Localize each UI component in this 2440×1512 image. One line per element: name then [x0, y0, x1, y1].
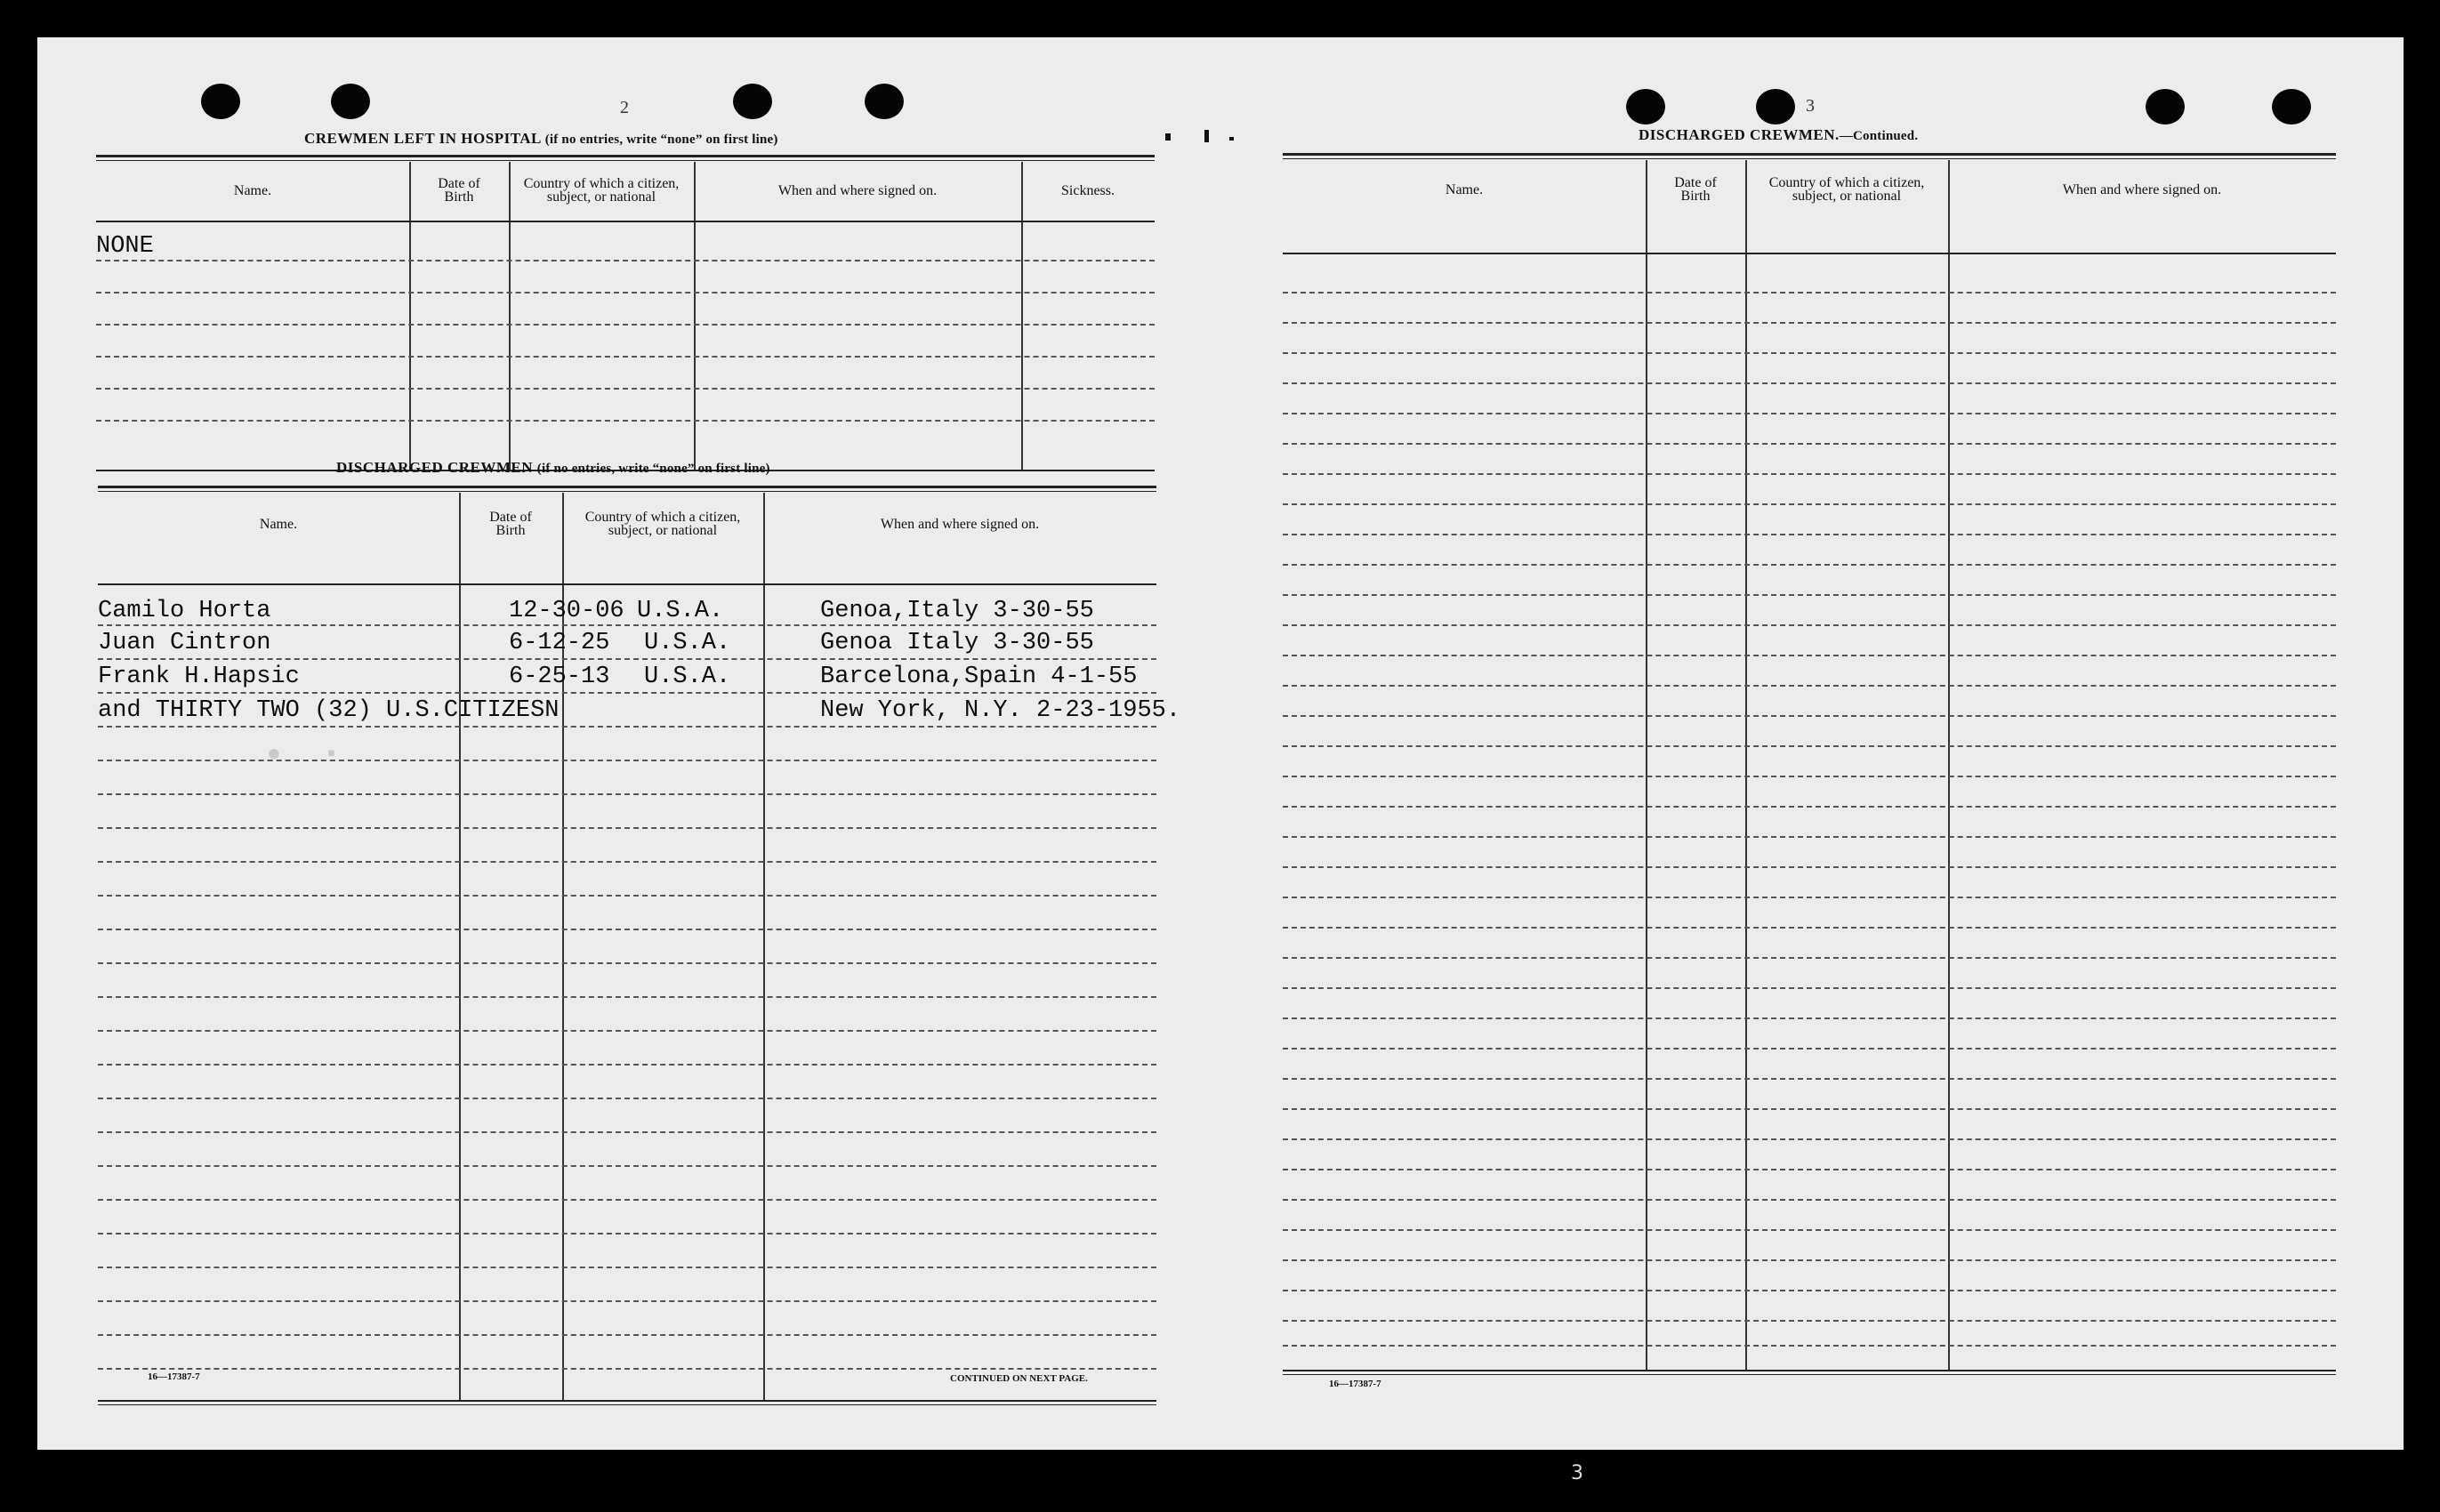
entry-line — [1283, 715, 2336, 717]
entry-line — [1283, 987, 2336, 989]
col-header-dob: Date of Birth — [1674, 175, 1717, 204]
crew-signed-on: Barcelona,Spain 4-1-55 — [820, 664, 1138, 690]
entry-line — [1283, 534, 2336, 535]
summary-signed-on: New York, N.Y. 2-23-1955. — [820, 697, 1181, 724]
entry-line — [98, 624, 1156, 626]
form-number: 16—17387-7 — [148, 1371, 200, 1382]
entry-line — [1283, 624, 2336, 626]
col-header-dob: Date of Birth — [489, 510, 532, 538]
column-divider — [509, 162, 511, 470]
section-rule — [98, 491, 1156, 492]
hospital-table — [96, 162, 1155, 475]
entry-line — [1283, 322, 2336, 324]
table-bottom-rule — [1283, 1374, 2336, 1375]
entry-line — [98, 1165, 1156, 1167]
entry-line — [1283, 1017, 2336, 1019]
entry-line — [1283, 1169, 2336, 1170]
crew-name: Frank H.Hapsic — [98, 664, 300, 690]
table-bottom-rule — [98, 1404, 1156, 1405]
col-header-name: Name. — [233, 182, 272, 198]
column-divider — [1646, 160, 1647, 1370]
column-divider — [562, 493, 564, 1400]
continued-note: CONTINUED ON NEXT PAGE. — [950, 1373, 1088, 1384]
entry-line — [1283, 1259, 2336, 1261]
entry-line — [98, 861, 1156, 863]
right-page-title — [1639, 126, 1918, 144]
entry-line — [98, 895, 1156, 897]
form-number: 16—17387-7 — [1329, 1379, 1381, 1389]
entry-line — [1283, 503, 2336, 505]
col-header-signed-on: When and where signed on. — [2062, 181, 2222, 197]
entry-line — [98, 658, 1156, 660]
entry-line — [1283, 1108, 2336, 1110]
discharged-title-text: DISCHARGED CREWMEN — [336, 459, 534, 476]
entry-line — [96, 388, 1155, 390]
punch-hole — [201, 84, 240, 119]
entry-line — [98, 1098, 1156, 1099]
entry-line — [1283, 1078, 2336, 1080]
entry-line — [96, 292, 1155, 294]
punch-hole — [733, 84, 772, 119]
summary-line: and THIRTY TWO (32) U.S.CITIZESN — [98, 697, 560, 724]
hospital-first-entry: NONE — [96, 233, 154, 260]
crew-dob: 6-25-13 — [509, 664, 610, 690]
punch-hole — [2146, 89, 2185, 125]
entry-line — [98, 1300, 1156, 1302]
crew-signed-on: Genoa,Italy 3-30-55 — [820, 598, 1094, 624]
section-rule — [98, 486, 1156, 488]
col-header-name: Name. — [259, 516, 298, 532]
entry-line — [1283, 1199, 2336, 1201]
hospital-title-text: CREWMEN LEFT IN HOSPITAL — [304, 130, 541, 147]
entry-line — [96, 324, 1155, 326]
crew-country: U.S.A. — [644, 664, 731, 690]
entry-line — [1283, 352, 2336, 354]
column-divider — [459, 493, 461, 1400]
entry-line — [98, 1030, 1156, 1032]
right-title-suffix: —Continued. — [1839, 129, 1919, 143]
top-rule — [96, 160, 1155, 161]
entry-line — [98, 1131, 1156, 1133]
crew-name: Camilo Horta — [98, 598, 271, 624]
column-divider — [1948, 160, 1950, 1370]
entry-line — [1283, 957, 2336, 959]
entry-line — [1283, 382, 2336, 384]
top-rule — [1283, 153, 2336, 156]
crew-name: Juan Cintron — [98, 630, 271, 656]
entry-line — [96, 260, 1155, 261]
column-divider — [1745, 160, 1747, 1370]
top-rule — [1283, 158, 2336, 159]
entry-line — [96, 420, 1155, 422]
faint-stamp: ● ▪ — [267, 740, 335, 766]
entry-line — [1283, 473, 2336, 475]
entry-line — [1283, 927, 2336, 929]
entry-line — [1283, 806, 2336, 808]
column-divider — [694, 162, 696, 470]
bottom-mark: 3 — [1571, 1462, 1583, 1484]
entry-line — [1283, 1320, 2336, 1322]
col-header-country: Country of which a citizen, subject, or national — [523, 176, 680, 205]
entry-line — [98, 1267, 1156, 1268]
entry-line — [96, 356, 1155, 358]
table-bottom-rule — [1283, 1370, 2336, 1371]
document-sheet — [37, 37, 2404, 1450]
hospital-instruction: (if no entries, write “none” on first line) — [544, 133, 778, 147]
col-header-signed-on: When and where signed on. — [880, 516, 1040, 532]
entry-line — [98, 760, 1156, 761]
entry-line — [1283, 443, 2336, 445]
entry-line — [1283, 685, 2336, 687]
ink-mark — [1165, 133, 1171, 141]
entry-line — [1283, 292, 2336, 294]
entry-line — [98, 1233, 1156, 1235]
punch-hole — [1756, 89, 1795, 125]
header-underline — [1283, 253, 2336, 254]
discharged-continued-table — [1283, 160, 2336, 1405]
entry-line — [1283, 564, 2336, 566]
col-header-dob: Date of Birth — [438, 176, 480, 205]
entry-line — [98, 793, 1156, 795]
top-rule — [96, 155, 1155, 157]
header-underline — [98, 583, 1156, 585]
page-number: 3 — [1806, 96, 1815, 116]
entry-line — [98, 929, 1156, 930]
entry-line — [1283, 745, 2336, 747]
entry-line — [1283, 594, 2336, 596]
entry-line — [98, 1064, 1156, 1066]
col-header-country: Country of which a citizen, subject, or national — [1768, 175, 1925, 204]
entry-line — [1283, 655, 2336, 656]
table-bottom-rule — [98, 1400, 1156, 1402]
entry-line — [1283, 866, 2336, 868]
col-header-country: Country of which a citizen, subject, or national — [584, 510, 741, 538]
entry-line — [98, 1334, 1156, 1336]
column-divider — [1021, 162, 1023, 470]
entry-line — [98, 962, 1156, 964]
entry-line — [1283, 1048, 2336, 1050]
entry-line — [98, 726, 1156, 728]
entry-line — [1283, 836, 2336, 838]
entry-line — [1283, 1138, 2336, 1140]
crew-dob: 6-12-25 — [509, 630, 610, 656]
entry-line — [98, 692, 1156, 694]
discharged-section-title — [336, 459, 770, 477]
ink-mark — [1229, 137, 1234, 141]
col-header-signed-on: When and where signed on. — [777, 182, 938, 198]
crew-dob: 12-30-06 — [509, 598, 624, 624]
entry-line — [98, 996, 1156, 998]
entry-line — [1283, 1229, 2336, 1231]
entry-line — [1283, 413, 2336, 414]
punch-hole — [2272, 89, 2311, 125]
crew-country: U.S.A. — [644, 630, 731, 656]
entry-line — [98, 827, 1156, 829]
right-title-text: DISCHARGED CREWMEN. — [1639, 126, 1840, 143]
entry-line — [98, 1199, 1156, 1201]
discharged-table — [98, 493, 1181, 1409]
punch-hole — [1626, 89, 1665, 125]
punch-hole — [865, 84, 904, 119]
entry-line — [1283, 1345, 2336, 1347]
column-divider — [763, 493, 765, 1400]
crew-country: U.S.A. — [637, 598, 724, 624]
entry-line — [98, 1368, 1156, 1370]
punch-hole — [331, 84, 370, 119]
crew-signed-on: Genoa Italy 3-30-55 — [820, 630, 1094, 656]
hospital-section-title — [304, 130, 778, 148]
column-divider — [409, 162, 411, 470]
ink-mark — [1204, 130, 1209, 142]
entry-line — [1283, 897, 2336, 898]
entry-line — [1283, 776, 2336, 777]
header-underline — [96, 221, 1155, 222]
col-header-sickness: Sickness. — [1061, 182, 1115, 198]
page-number: 2 — [620, 98, 629, 117]
col-header-name: Name. — [1445, 181, 1484, 197]
discharged-instruction: (if no entries, write “none” on first line) — [536, 462, 770, 476]
entry-line — [1283, 1290, 2336, 1291]
